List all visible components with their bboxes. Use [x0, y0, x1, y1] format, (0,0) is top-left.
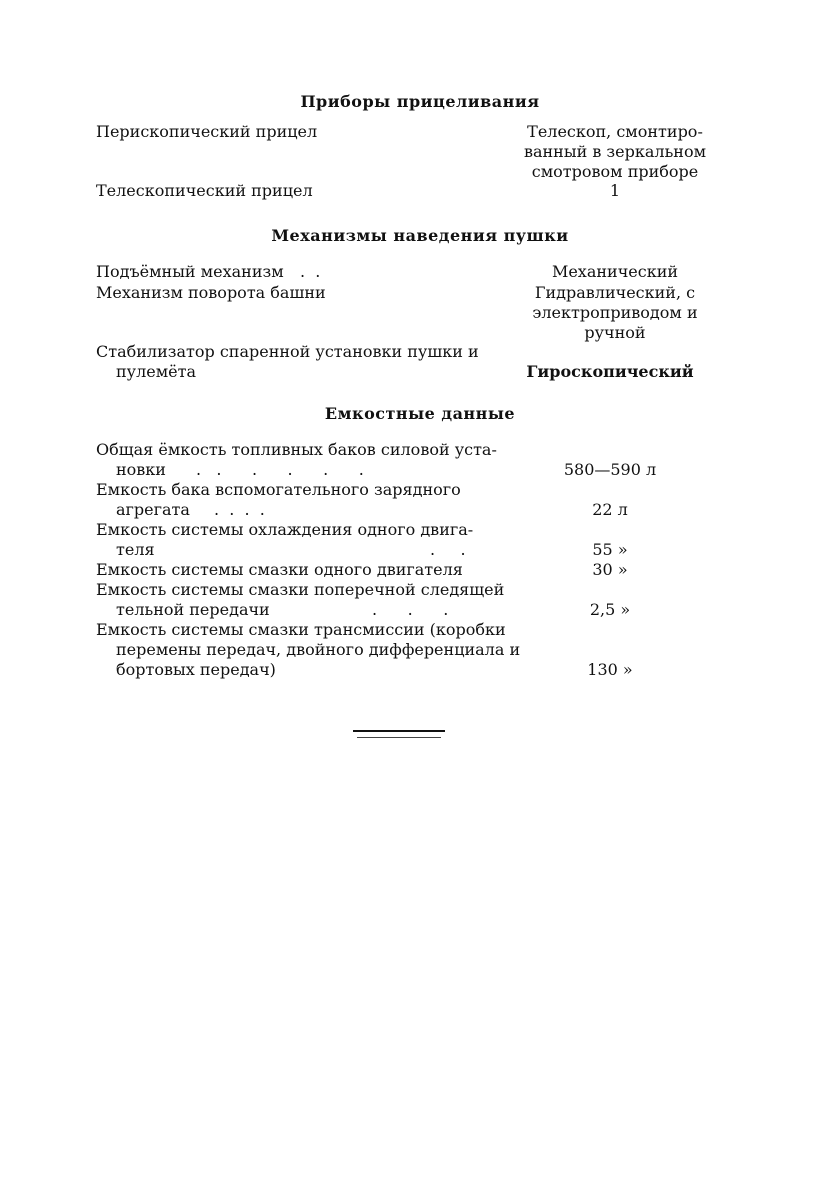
label-fuel-tanks-line2: новки	[116, 460, 166, 479]
value-periscope-sight-line1: Телескоп, смонтиро-	[527, 122, 703, 141]
label-transmission-lubrication-line1: Емкость системы смазки трансмиссии (коробки	[96, 620, 506, 639]
value-cross-drive-lubrication: 2,5 »	[589, 600, 631, 619]
label-engine-lubrication: Емкость системы смазки одного двигателя	[96, 560, 463, 579]
value-turret-traverse-line2: электроприводом и	[532, 303, 698, 322]
value-turret-traverse-line3: ручной	[584, 323, 646, 342]
label-stabilizer-line2: пулемёта	[116, 362, 197, 381]
leader-dots: . .	[430, 540, 466, 559]
value-engine-lubrication: 30 »	[592, 560, 628, 579]
label-aux-charger-tank-line2: агрегата	[116, 500, 190, 519]
label-elevating-mechanism: Подъёмный механизм	[96, 262, 284, 281]
value-turret-traverse-line1: Гидравлический, с	[534, 283, 696, 302]
label-fuel-tanks-line1: Общая ёмкость топливных баков силовой уста-	[96, 440, 497, 459]
label-transmission-lubrication-line3: бортовых передач)	[116, 660, 276, 679]
value-fuel-tanks: 580—590 л	[563, 460, 657, 479]
value-periscope-sight-line2: ванный в зеркальном	[523, 142, 707, 161]
section-heading-gun-laying: Механизмы наведения пушки	[271, 226, 569, 245]
leader-dots: . . . .	[214, 500, 265, 519]
label-turret-traverse: Механизм поворота башни	[96, 283, 326, 302]
label-cross-drive-lubrication-line1: Емкость системы смазки поперечной следящей	[96, 580, 505, 599]
label-transmission-lubrication-line2: перемены передач, двойного дифференциала и	[116, 640, 521, 659]
value-transmission-lubrication: 130 »	[587, 660, 633, 679]
label-aux-charger-tank-line1: Емкость бака вспомогательного зарядного	[96, 480, 461, 499]
leader-dots: . . . . . .	[196, 460, 364, 479]
value-telescopic-sight: 1	[609, 181, 621, 200]
section-heading-capacity: Емкостные данные	[324, 404, 516, 423]
label-stabilizer-line1: Стабилизатор спаренной установки пушки и	[96, 342, 479, 361]
end-rule	[353, 730, 445, 732]
label-periscope-sight: Перископический прицел	[96, 122, 318, 141]
label-cooling-system-line1: Емкость системы охлаждения одного двига-	[96, 520, 474, 539]
value-periscope-sight-line3: смотровом приборе	[531, 162, 699, 181]
label-cross-drive-lubrication-line2: тельной передачи	[116, 600, 270, 619]
label-cooling-system-line2: теля	[116, 540, 155, 559]
value-cooling-system: 55 »	[592, 540, 628, 559]
value-stabilizer: Гироскопический	[526, 362, 694, 381]
value-aux-charger-tank: 22 л	[592, 500, 628, 519]
value-elevating-mechanism: Механический	[551, 262, 679, 281]
end-rule-thin	[357, 737, 441, 738]
label-telescopic-sight: Телескопический прицел	[96, 181, 313, 200]
section-heading-aiming: Приборы прицеливания	[300, 92, 540, 111]
leader-dots: . . .	[372, 600, 449, 619]
leader-dots: . .	[300, 262, 321, 281]
